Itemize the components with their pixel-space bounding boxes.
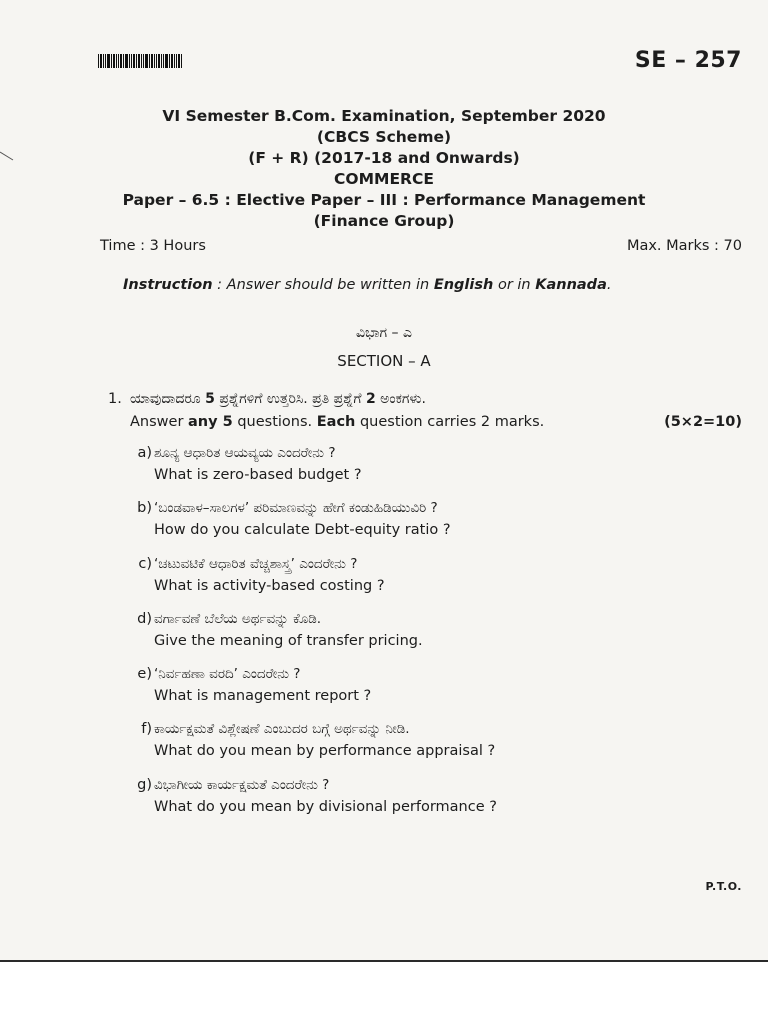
subquestion-label: e): [137, 666, 152, 682]
subquestion-english: Give the meaning of transfer pricing.: [154, 633, 423, 649]
q-en-count: any 5: [188, 414, 233, 430]
subquestion-english: How do you calculate Debt-equity ratio ?: [154, 522, 451, 538]
subquestion-english: What do you mean by divisional performance ?: [154, 799, 497, 815]
exam-paper: Paper – 6.5 : Elective Paper – III : Performance Management: [122, 191, 646, 209]
barcode-icon: [98, 54, 196, 68]
subquestion-kannada: ‘ಬಂಡವಾಳ–ಸಾಲಗಳ’ ಪರಿಮಾಣವನ್ನು ಹೇಗೆ ಕಂಡುಹಿಡಿಯುವಿರಿ ?: [154, 500, 438, 516]
q-en-part: question carries 2 marks.: [355, 414, 545, 430]
subquestion-kannada: ಶೂನ್ಯ ಆಧಾರಿತ ಆಯವ್ಯಯ ಎಂದರೇನು ?: [154, 445, 336, 461]
exam-title: VI Semester B.Com. Examination, September 2020: [162, 107, 606, 125]
max-marks: Max. Marks : 70: [626, 238, 742, 254]
section-title: SECTION – A: [337, 352, 431, 370]
q-en-each: Each: [316, 414, 356, 430]
subquestion-label: g): [137, 777, 152, 793]
instruction: [123, 277, 611, 293]
q-kn-part: ಯಾವುದಾದರೂ: [130, 391, 206, 407]
instruction-lang-kannada: Kannada: [535, 277, 607, 293]
subquestion-label: c): [138, 556, 152, 572]
subquestion-label: d): [137, 611, 152, 627]
exam-scheme: (CBCS Scheme): [316, 128, 452, 146]
q-kn-count: 5: [205, 391, 215, 407]
instruction-text-mid: or in: [493, 277, 536, 293]
q-en-part: Answer: [130, 414, 189, 430]
subquestion-english: What is zero-based budget ?: [154, 467, 362, 483]
subquestion-english: What is management report ?: [154, 688, 372, 704]
subquestion-english: What is activity-based costing ?: [154, 578, 385, 594]
question-number: 1.: [108, 391, 122, 407]
q-kn-marks: 2: [365, 391, 376, 407]
q-kn-part: ಪ್ರಶ್ನೆಗಳಿಗೆ ಉತ್ತರಿಸಿ. ಪ್ರತಿ ಪ್ರಶ್ನೆಗೆ: [214, 391, 366, 407]
page-turn-note: P.T.O.: [705, 880, 742, 893]
exam-subject: COMMERCE: [334, 170, 434, 188]
q-en-part: questions.: [232, 414, 317, 430]
instruction-lang-english: English: [433, 277, 494, 293]
subquestion-label: b): [137, 500, 152, 516]
subquestion-kannada: ವಿಭಾಗೀಯ ಕಾರ್ಯಕ್ಷಮತೆ ಎಂದರೇನು ?: [154, 777, 330, 793]
section-title-kannada: ವಿಭಾಗ – ಎ: [356, 325, 412, 341]
exam-batch: (F + R) (2017-18 and Onwards): [248, 149, 520, 167]
subquestion-label: f): [141, 721, 152, 737]
subquestion-kannada: ಕಾರ್ಯಕ್ಷಮತೆ ವಿಶ್ಲೇಷಣೆ ಎಂಬುದರ ಬಗ್ಗೆ ಅರ್ಥವನ್ನು ನೀಡಿ.: [154, 721, 410, 737]
subquestion-english: What do you mean by performance appraisal ?: [154, 743, 496, 759]
question-marks: (5×2=10): [664, 414, 742, 430]
paper-code: SE – 257: [634, 48, 742, 73]
exam-group: (Finance Group): [313, 212, 455, 230]
subquestion-kannada: ‘ನಿರ್ವಹಣಾ ವರದಿ’ ಎಂದರೇನು ?: [154, 666, 301, 682]
instruction-text: : Answer should be written in: [212, 277, 434, 293]
time-allowed: Time : 3 Hours: [100, 238, 206, 254]
q-kn-part: ಅಂಕಗಳು.: [375, 391, 426, 407]
instruction-text-end: .: [606, 277, 612, 293]
question-instruction-kannada: [130, 391, 426, 407]
question-instruction: [130, 414, 544, 430]
exam-header: [0, 106, 768, 232]
subquestion-label: a): [137, 445, 152, 461]
instruction-label: Instruction: [123, 277, 213, 293]
subquestion-kannada: ವರ್ಗಾವಣೆ ಬೆಲೆಯ ಅರ್ಥವನ್ನು ಕೊಡಿ.: [154, 611, 322, 627]
subquestion-kannada: ‘ಚಟುವಟಿಕೆ ಆಧಾರಿತ ವೆಚ್ಚಶಾಸ್ತ್ರ’ ಎಂದರೇನು ?: [154, 556, 358, 572]
